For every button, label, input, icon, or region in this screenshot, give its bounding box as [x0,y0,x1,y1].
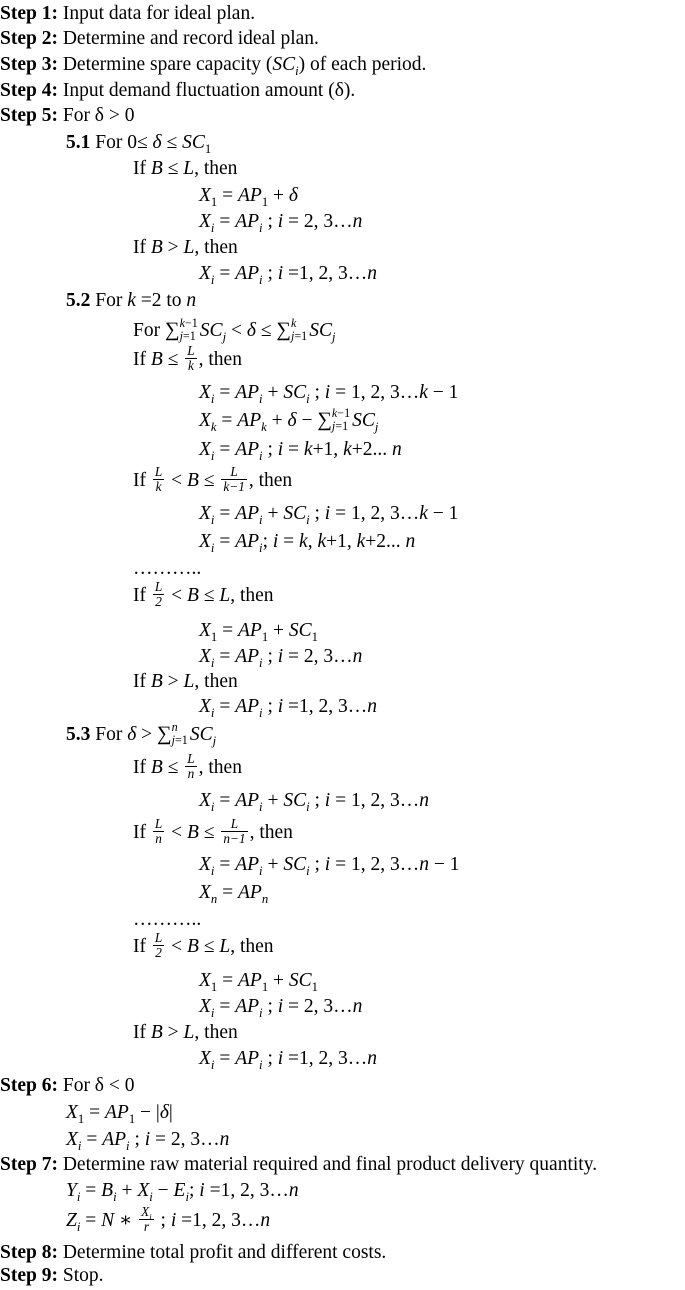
equation-line: $X_1 = AP_1 - |\delta|$ [66,1102,173,1126]
condition-line: If $\frac{L}{k}$ < B ≤ $\frac{L}{k-1}$ , then [133,464,293,495]
step-3: Step 3: Determine spare capacity $(SC_i)$ of each period. [0,54,427,78]
equation-line: $X_i = AP_i$ ; i = k+1, k+2... n [199,439,402,463]
substep-5-3: 5.3 For δ > ∑ n j=1 $SC_j$ [66,719,217,748]
substep-5-2: 5.2 For k =2 to n [66,290,197,311]
equation-line: $X_n = AP_n$ [199,882,269,906]
equation-line: $X_i = AP_i$ ; i =1, 2, 3…n [199,263,378,287]
condition-line: If B ≤ L, then [133,158,238,179]
equation-line: $Y_i = B_i + X_i - E_i$; i =1, 2, 3…n [66,1180,299,1204]
condition-line: If B > L, then [133,237,238,258]
equation-line: $Z_i = N$ ∗ $\frac{X_i}{r}$ ; i =1, 2, 3…n [66,1204,271,1235]
equation-line: $X_i = AP_i + SC_i$ ; i = 1, 2, 3…n − 1 [199,854,460,878]
equation-line: $X_1 = AP_1 + SC_1$ [199,970,318,994]
condition-line: If B > L, then [133,1022,238,1043]
condition-line: If B > L, then [133,671,238,692]
equation-line: $X_i = AP_i$ ; i =1, 2, 3…n [199,1048,378,1072]
step-6: Step 6: For δ < 0 [0,1075,135,1096]
equation-line: $X_i = AP_i$ ; i = 2, 3…n [199,211,363,235]
condition-line: If B ≤ $\frac{L}{n}$ , then [133,751,242,782]
equation-line: $X_i = AP_i$ ; i = 2, 3…n [199,996,363,1020]
step-4: Step 4: Input demand fluctuation amount (δ). [0,80,356,101]
step-7: Step 7: Determine raw material required and final product delivery quantity. [0,1154,598,1175]
condition-line: If $\frac{L}{n}$ < B ≤ $\frac{L}{n-1}$ , then [133,816,293,847]
step-2: Step 2: Determine and record ideal plan. [0,28,319,49]
step-8: Step 8: Determine total profit and different costs. [0,1242,387,1263]
condition-line: If $\frac{L}{2}$ < B ≤ L, then [133,579,274,610]
equation-line: $X_i = AP_i$ ; i = 2, 3…n [199,646,363,670]
step-5: Step 5: For δ > 0 [0,105,135,126]
ellipsis-line: ……….. [133,558,202,579]
step-1: Step 1: Input data for ideal plan. [0,3,256,24]
ellipsis-line: ……….. [133,909,202,930]
step-9: Step 9: Stop. [0,1265,104,1286]
equation-line: $X_i = AP_i + SC_i$ ; i = 1, 2, 3…n [199,790,429,814]
equation-line: $X_i = AP_i$ ; i = 2, 3…n [66,1129,230,1153]
equation-line: $X_i = AP_i$ ; i =1, 2, 3…n [199,696,378,720]
substep-5-1: 5.1 For $0\le \delta \le SC_1$ [66,132,212,156]
equation-line: $X_i = AP_i + SC_i$ ; i = 1, 2, 3…k − 1 [199,503,459,527]
equation-line: $X_k = AP_k + \delta$ − ∑ k−1 j=1 $SC_j$ [199,405,379,434]
equation-line: $X_1 = AP_1 + \delta$ [199,185,298,209]
condition-line: If B ≤ $\frac{L}{k}$ , then [133,343,242,374]
equation-line: $X_1 = AP_1 + SC_1$ [199,620,318,644]
condition-line: If $\frac{L}{2}$ < B ≤ L, then [133,930,274,961]
equation-line: $X_i = AP_i$; i = k, k+1, k+2... n [199,531,416,555]
condition-line: For ∑ k−1 j=1 $SC_j < \delta$ ≤ ∑ k j=1 $SC_j$ [133,315,336,344]
equation-line: $X_i = AP_i + SC_i$ ; i = 1, 2, 3…k − 1 [199,382,459,406]
